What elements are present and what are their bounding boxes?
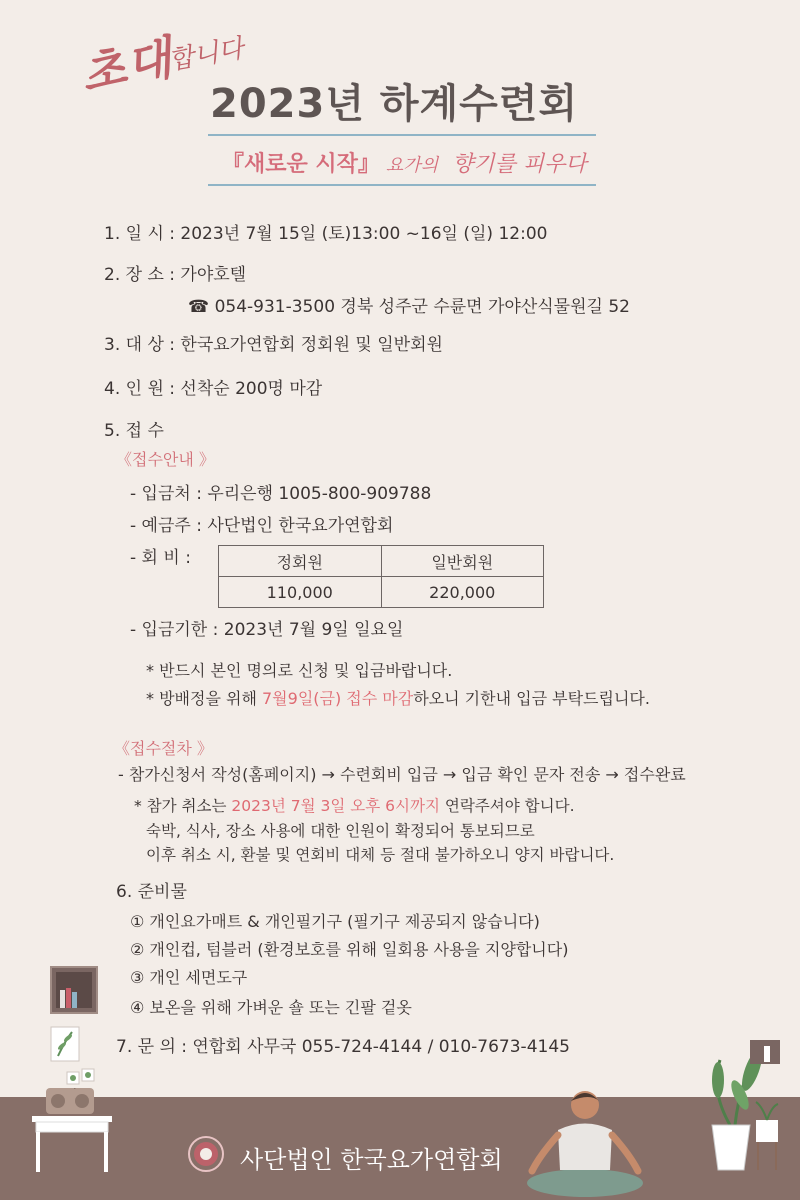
note-deadline-highlight: 7월9일(금) 접수 마감: [262, 689, 414, 708]
note-deadline: [146, 686, 650, 709]
fee-header-general: 일반회원: [381, 546, 544, 577]
cancel-note: [134, 794, 575, 816]
supply-item: ② 개인컵, 텀블러 (환경보호를 위해 일회용 사용을 지양합니다): [130, 940, 569, 959]
meditation-figure-illustration: [520, 1075, 650, 1200]
section-capacity: 4. 인 원 : 선착순 200명 마감: [104, 379, 323, 399]
registration-info-heading: 《접수안내 》: [116, 450, 215, 469]
fee-value-general: 220,000: [381, 577, 544, 608]
cancel-note-post: 연락주셔야 합니다.: [439, 797, 575, 815]
subtitle-soft2: 향기를 피우다: [452, 152, 587, 177]
section-date: 1. 일 시 : 2023년 7월 15일 (토)13:00 ~16일 (일) 12:00: [104, 224, 548, 244]
supply-item: ① 개인요가매트 & 개인필기구 (필기구 제공되지 않습니다): [130, 912, 540, 931]
subtitle-main: 『새로운 시작』: [222, 152, 380, 177]
fee-header-regular: 정회원: [219, 546, 382, 577]
fee-table: [218, 545, 544, 608]
association-seal-icon: [188, 1136, 224, 1172]
small-frames-illustration: [66, 1068, 96, 1088]
fee-value-regular: 110,000: [219, 577, 382, 608]
plant-illustration: [700, 1040, 800, 1180]
cancel-note-pre: * 참가 취소는: [134, 797, 232, 815]
side-table-illustration: [30, 1088, 120, 1178]
supply-item: ③ 개인 세면도구: [130, 968, 248, 987]
section-registration: 5. 접 수: [104, 421, 164, 441]
bookshelf-illustration: [50, 966, 100, 1016]
section-venue: 2. 장 소 : 가야호텔: [104, 265, 247, 285]
account-holder: - 예금주 : 사단법인 한국요가연합회: [130, 516, 394, 536]
cancel-note-highlight: 2023년 7월 3일 오후 6시까지: [231, 797, 440, 815]
fee-label: - 회 비 :: [130, 548, 191, 568]
table-row: [219, 546, 544, 577]
venue-detail: ☎ 054-931-3500 경북 성주군 수륜면 가야산식물원길 52: [188, 297, 630, 317]
page-title: 2023년 하계수련회: [210, 81, 579, 127]
cancel-note-line2: 숙박, 식사, 장소 사용에 대한 인원이 확정되어 통보되므로: [146, 822, 535, 840]
invite-script-small: 합니다: [166, 33, 246, 77]
payment-deadline: - 입금기한 : 2023년 7월 9일 일요일: [130, 620, 404, 640]
note-deadline-post: 하오니 기한내 입금 부탁드립니다.: [413, 689, 650, 708]
footer-organization: 사단법인 한국요가연합회: [240, 1146, 503, 1174]
contact-info: 7. 문 의 : 연합회 사무국 055-724-4144 / 010-7673-4145: [116, 1037, 570, 1057]
subtitle: [222, 147, 587, 178]
note-own-name: * 반드시 본인 명의로 신청 및 입금바랍니다.: [146, 661, 453, 680]
section-target: 3. 대 상 : 한국요가연합회 정회원 및 일반회원: [104, 335, 443, 355]
cancel-note-line3: 이후 취소 시, 환불 및 연회비 대체 등 절대 불가하오니 양지 바랍니다.: [146, 846, 615, 864]
title-rule-top: [208, 134, 596, 136]
bank-account: - 입금처 : 우리은행 1005-800-909788: [130, 484, 432, 504]
subtitle-soft1: 요가의: [385, 155, 439, 176]
supplies-heading: 6. 준비물: [116, 882, 187, 902]
invite-script: 초대: [76, 29, 179, 102]
leaf-frame-illustration: [50, 1026, 80, 1062]
note-deadline-pre: * 방배정을 위해: [146, 689, 262, 708]
table-row: [219, 577, 544, 608]
supply-item: ④ 보온을 위해 가벼운 숄 또는 긴팔 겉옷: [130, 998, 412, 1017]
procedure-heading: 《접수절차 》: [114, 739, 213, 758]
procedure-flow: - 참가신청서 작성(홈페이지) → 수련회비 입금 → 입금 확인 문자 전송 → 접수완료: [118, 765, 686, 784]
title-rule-bottom: [208, 184, 596, 186]
